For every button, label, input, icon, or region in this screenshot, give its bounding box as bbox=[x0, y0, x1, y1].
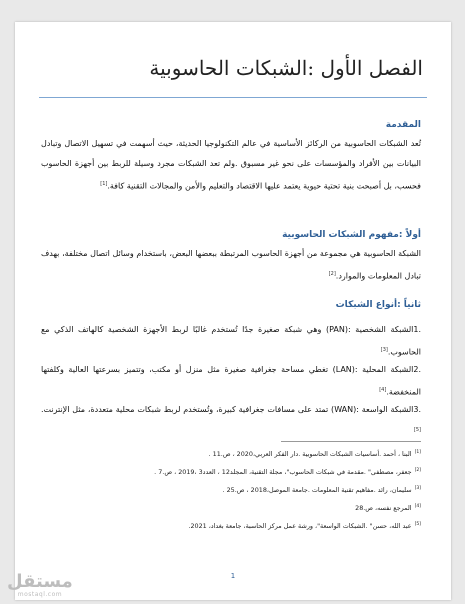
footnote-number: [5] bbox=[414, 522, 421, 527]
document-page bbox=[15, 22, 451, 600]
footnote bbox=[55, 468, 421, 476]
footnote bbox=[55, 486, 421, 494]
footnote-number: [4] bbox=[414, 504, 421, 509]
concept-text: الشبكة الحاسوبية هي مجموعة من أجهزة الحاسوب المرتبطة ببعضها البعض، باستخدام وسائل اتصال مختلفة، بهدف تبادل المعلومات والموارد. bbox=[41, 249, 421, 281]
concept-ref: [2] bbox=[328, 271, 336, 277]
footnote-text: جعفر، مصطفى" .مقدمة في شبكات الحاسوب"، مجلة التقنية، المجلد12 ، العدد3 ،2019 ، ص.7 . bbox=[154, 468, 412, 477]
watermark-logo-text: مستقل bbox=[7, 571, 73, 592]
footnote-number: [3] bbox=[414, 486, 421, 491]
footnote bbox=[55, 522, 421, 530]
footnote-number: [2] bbox=[414, 468, 421, 473]
type-lan-ref: [4] bbox=[379, 387, 387, 393]
watermark-url: mostaql.com bbox=[17, 591, 63, 598]
list-item bbox=[41, 360, 421, 403]
footnote-separator bbox=[281, 441, 421, 442]
type-lan-text: .2الشبكة المحلية :(LAN) تغطي مساحة جغرافية صغيرة مثل منزل أو مكتب، وتتميز بسرعتها العالية وكلفتها المنخفضة. bbox=[41, 365, 421, 397]
concept-paragraph bbox=[41, 244, 421, 287]
type-pan-text: .1الشبكة الشخصية :(PAN) وهي شبكة صغيرة جدًا تُستخدم غالبًا لربط الأجهزة الشخصية كالهاتف الذكي مع الحاسوب. bbox=[41, 325, 422, 357]
intro-paragraph bbox=[41, 134, 421, 197]
title-underline bbox=[39, 97, 427, 98]
chapter-title: الفصل الأول :الشبكات الحاسوبية bbox=[149, 56, 423, 80]
footnote-text: سليمان، رائد .مفاهيم تقنية المعلومات .جامعة الموصل،2018 ، ص.25 . bbox=[222, 486, 412, 495]
list-item bbox=[41, 400, 421, 443]
intro-text: تُعد الشبكات الحاسوبية من الركائز الأساسية في عالم التكنولوجيا الحديثة، حيث أسهمت في تسهيل الاتصال وتبادل البيانات بين الأفراد والمؤسسات على نحو غير مسبوق .ولم تعد الشبكات مجرد وسيلة للربط بين أجهزة الحاسوب فحسب، بل أصبحت بنية تحتية حيوية يعتمد عليها الاقتصاد والتعليم والأمن والمجالات التقنية كافة. bbox=[41, 139, 421, 191]
list-item bbox=[41, 320, 421, 363]
types-heading: ثانياً :أنواع الشبكات bbox=[335, 300, 421, 310]
footnote bbox=[55, 450, 421, 458]
footnote-text: البنا ، أحمد .أساسيات الشبكات الحاسوبية .دار الفكر العربي،2020 ، ص.11 . bbox=[208, 450, 412, 459]
footnote-number: [1] bbox=[414, 450, 421, 455]
type-wan-ref: [5] bbox=[413, 427, 421, 433]
page-number: 1 bbox=[230, 572, 236, 580]
concept-heading: أولاً :مفهوم الشبكات الحاسوبية bbox=[282, 230, 421, 240]
intro-heading: المقدمة bbox=[385, 120, 421, 130]
footnote-text: المرجع نفسه، ص.28 bbox=[355, 504, 412, 513]
mostaql-watermark bbox=[7, 573, 73, 598]
intro-ref: [1] bbox=[100, 181, 108, 187]
footnote-text: عبد الله، حسن" .الشبكات الواسعة"، ورشة عمل مركز الحاسبة، جامعة بغداد، 2021. bbox=[188, 522, 412, 531]
footnote bbox=[55, 504, 421, 512]
type-pan-ref: [3] bbox=[380, 347, 388, 353]
type-wan-text: .3الشبكة الواسعة :(WAN) تمتد على مسافات جغرافية كبيرة، وتُستخدم لربط شبكات محلية متعددة، مثل الإنترنت. bbox=[41, 405, 422, 414]
